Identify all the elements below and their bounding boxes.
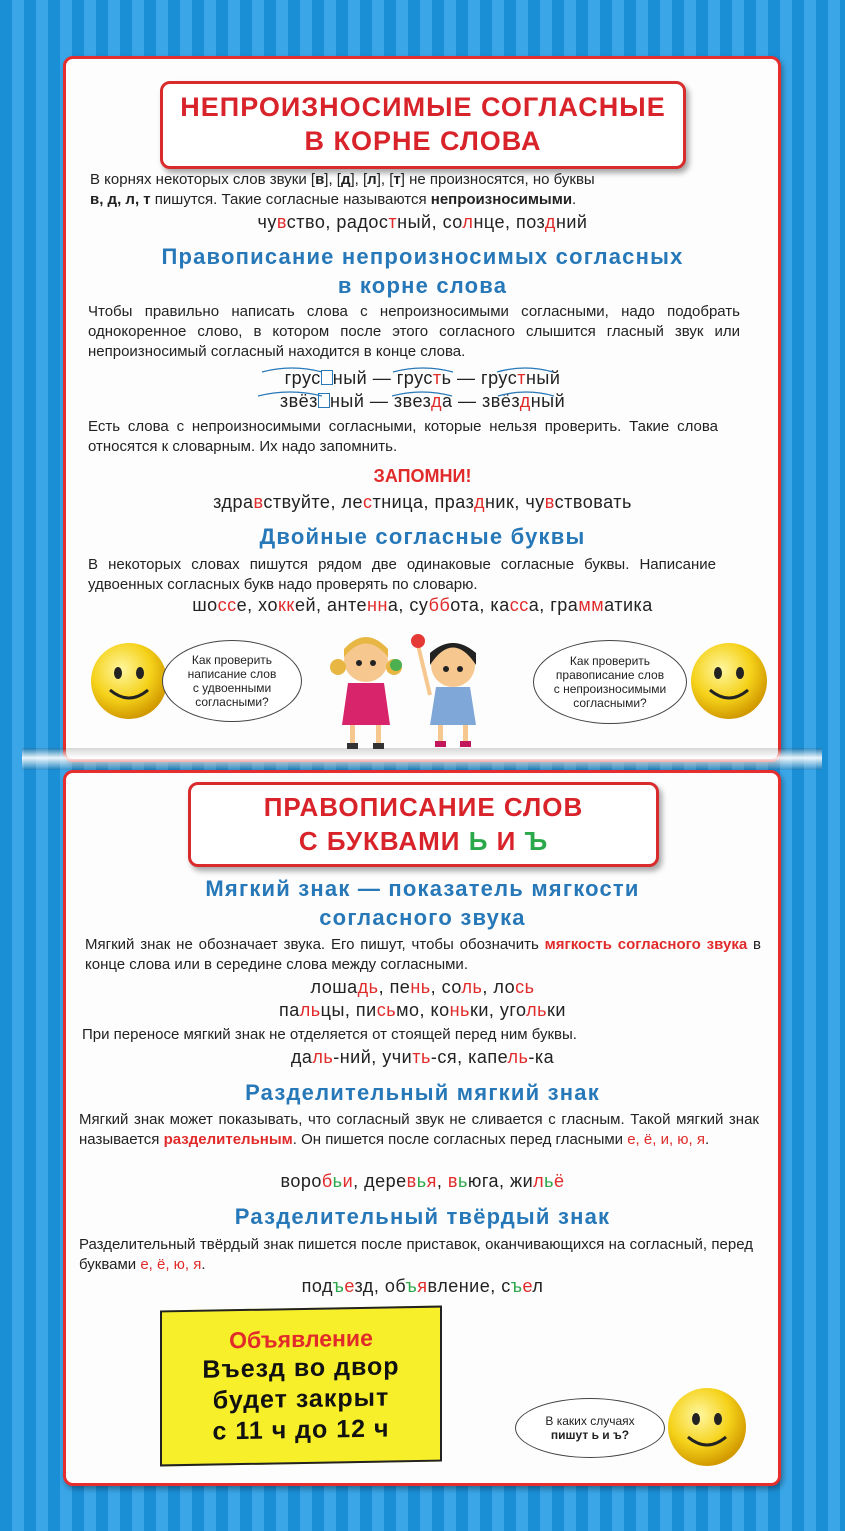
double-words: шоссе, хоккей, антенна, суббота, касса, грамматика bbox=[192, 595, 653, 615]
book-fold bbox=[22, 748, 822, 770]
smiley-bottom-icon bbox=[665, 1385, 750, 1470]
bubble-left: Как проверить написание слов с удвоенными согласными? bbox=[162, 640, 302, 722]
top-title bbox=[160, 81, 686, 169]
separating-hard-text: Разделительный твёрдый знак пишется после приставок, оканчивающихся на согласный, перед буквами е, ё, ю, я. bbox=[79, 1236, 753, 1273]
root-arcs bbox=[0, 362, 845, 402]
heading-spelling-line2: в корне слова bbox=[337, 273, 508, 298]
pair-example-1: грус ный — грусть — грустный bbox=[284, 368, 561, 388]
remember-label: ЗАПОМНИ! bbox=[373, 466, 472, 486]
transfer-examples: даль-ний, учить-ся, капель-ка bbox=[290, 1047, 555, 1067]
transfer-text: При переносе мягкий знак не отделяется от стоящей перед ним буквы. bbox=[82, 1026, 577, 1043]
heading-spelling-line1: Правописание непроизносимых согласных bbox=[161, 244, 684, 269]
bottom-title bbox=[188, 782, 659, 867]
intro-text: В корнях некоторых слов звуки [в], [д], [л], [т] не произносятся, но буквы в, д, л, т пишутся. Такие согласные называются непроизносимыми. bbox=[90, 171, 595, 208]
heading-soft-sign-line2: согласного звука bbox=[319, 905, 526, 930]
separating-soft-text: Мягкий знак может показывать, что согласный звук не сливается с гласным. Такой мягкий знак называется разделительным. Он пишется после согласных перед гласными е, ё, и, ю, я. bbox=[79, 1111, 759, 1148]
separating-hard-examples: подъезд, объявление, съел bbox=[301, 1276, 544, 1296]
separating-soft-examples: воробьи, деревья, вьюга, жильё bbox=[280, 1171, 565, 1191]
soft-text: Мягкий знак не обозначает звука. Его пишут, чтобы обозначить мягкость согласного звука в конце слова или в середине слова между согласными. bbox=[85, 936, 761, 973]
heading-soft-sign-line1: Мягкий знак — показатель мягкости bbox=[205, 876, 640, 901]
top-title-line1: НЕПРОИЗНОСИМЫЕ СОГЛАСНЫЕ bbox=[180, 92, 666, 122]
sign-title: Объявление bbox=[229, 1324, 373, 1354]
bottom-title-line2: С БУКВАМИ Ь И Ъ bbox=[298, 826, 549, 856]
sign-line-2: будет закрыт bbox=[212, 1383, 390, 1415]
soft-examples-1: лошадь, пень, соль, лось bbox=[310, 977, 535, 997]
remember-words: здравствуйте, лестница, праздник, чувствовать bbox=[213, 492, 632, 512]
spelling-text: Чтобы правильно написать слова с непроизносимыми согласными, надо подобрать однокоренное слово, в котором после этого согласного слышится гласный звук или непроизносимый согласный находится в конце слова. bbox=[88, 303, 740, 360]
soft-examples-2: пальцы, письмо, коньки, угольки bbox=[279, 1000, 566, 1020]
heading-separating-hard: Разделительный твёрдый знак bbox=[234, 1204, 611, 1229]
heading-separating-soft: Разделительный мягкий знак bbox=[245, 1080, 600, 1105]
double-text: В некоторых словах пишутся рядом две одинаковые согласные буквы. Написание удвоенных согласных букв надо проверять по словарю. bbox=[88, 556, 716, 593]
bubble-bottom: В каких случаях пишут ь и ъ? bbox=[515, 1398, 665, 1458]
smiley-right-icon bbox=[688, 640, 770, 722]
sign-line-3: с 11 ч до 12 ч bbox=[212, 1414, 390, 1446]
announcement-sign bbox=[160, 1306, 442, 1467]
bubble-right: Как проверить правописание слов с непроизносимыми согласными? bbox=[533, 640, 687, 724]
bottom-title-line1: ПРАВОПИСАНИЕ СЛОВ bbox=[263, 792, 584, 822]
kids-illustration bbox=[318, 625, 498, 755]
dictionary-text: Есть слова с непроизносимыми согласными, которые нельзя проверить. Такие слова относятся к словарным. Их надо запомнить. bbox=[88, 418, 718, 455]
heading-double-consonants: Двойные согласные буквы bbox=[259, 524, 586, 549]
examples-unpronounceable: чувство, радостный, солнце, поздний bbox=[257, 212, 588, 232]
smiley-left-icon bbox=[88, 640, 170, 722]
top-title-line2: В КОРНЕ СЛОВА bbox=[304, 126, 542, 156]
sign-line-1: Въезд во двор bbox=[202, 1352, 400, 1384]
pair-example-2: звёз ный — звезда — звёздный bbox=[279, 391, 566, 411]
